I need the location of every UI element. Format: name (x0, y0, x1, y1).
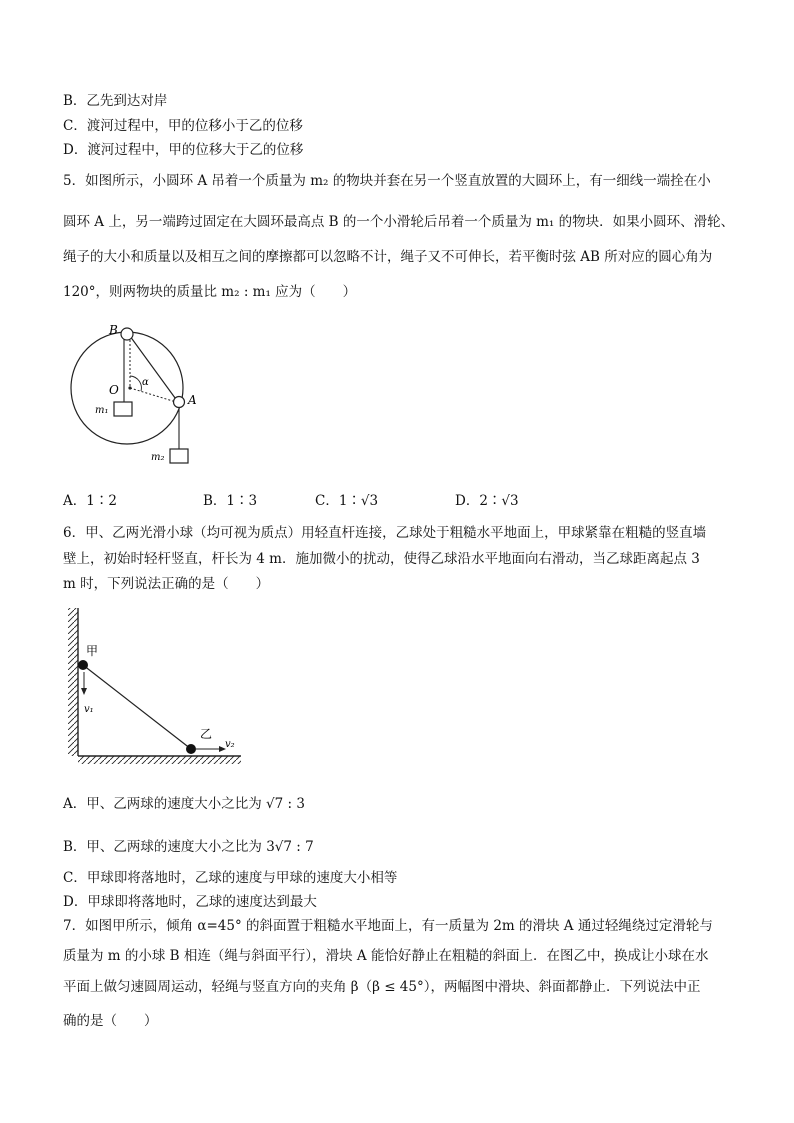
q7-stem-line3: 平面上做匀速圆周运动，轻绳与竖直方向的夹角 β（β ≤ 45°），两幅图中滑块、斜面都静止．下列说法中正 (63, 979, 701, 995)
label-m2: m₂ (151, 452, 165, 463)
label-b: B (109, 323, 118, 337)
label-yi: 乙 (200, 727, 213, 741)
q5-option-a: A．1∶2 (63, 493, 117, 509)
pulley-b (121, 328, 133, 340)
rod (83, 665, 191, 749)
ball-yi (186, 744, 196, 754)
label-alpha: α (142, 377, 149, 388)
q6-stem-line1: 6．甲、乙两光滑小球（均可视为质点）用轻直杆连接，乙球处于粗糙水平地面上，甲球紧靠在粗糙的竖直墙 (63, 525, 707, 541)
q6-option-b: B．甲、乙两球的速度大小之比为 3√7 : 7 (63, 839, 314, 855)
string-ab (127, 332, 178, 402)
q4-option-b: B．乙先到达对岸 (63, 93, 168, 109)
label-v1: v₁ (84, 704, 94, 715)
q6-figure (62, 604, 247, 766)
q4-option-c: C．渡河过程中，甲的位移小于乙的位移 (63, 118, 303, 134)
v1-arrow-head (81, 688, 87, 695)
q6-stem-line3: m 时，下列说法正确的是（ ） (63, 576, 270, 592)
label-v2: v₂ (225, 739, 235, 750)
q4-option-d: D．渡河过程中，甲的位移大于乙的位移 (63, 142, 304, 158)
center-dot (128, 386, 131, 389)
q5-stem-line2: 圆环 A 上，另一端跨过固定在大圆环最高点 B 的一个小滑轮后吊着一个质量为 m₁ 的物块．如果小圆环、滑轮、 (63, 214, 735, 230)
block-m2 (170, 449, 188, 463)
ring-a (174, 397, 185, 408)
q6-stem-line2: 壁上，初始时轻杆竖直，杆长为 4 m．施加微小的扰动，使得乙球沿水平地面向右滑动，当乙球距离起点 3 (63, 551, 700, 567)
ball-jia (78, 660, 88, 670)
q6-option-d: D．甲球即将落地时，乙球的速度达到最大 (63, 894, 317, 910)
q5-stem-line3: 绳子的大小和质量以及相互之间的摩擦都可以忽略不计，绳子又不可伸长，若平衡时弦 AB 所对应的圆心角为 (63, 249, 713, 265)
q5-figure (60, 318, 200, 468)
q7-stem-line2: 质量为 m 的小球 B 相连（绳与斜面平行），滑块 A 能恰好静止在粗糙的斜面上．在图乙中，换成让小球在水 (63, 948, 709, 964)
q6-option-a: A．甲、乙两球的速度大小之比为 √7 : 3 (63, 796, 305, 812)
wall-hatch (68, 608, 78, 756)
q5-stem-line4: 120°，则两物块的质量比 m₂ : m₁ 应为（ ） (63, 284, 357, 300)
q7-stem-line1: 7．如图甲所示，倾角 α=45° 的斜面置于粗糙水平地面上，有一质量为 2m 的滑块 A 通过轻绳绕过定滑轮与 (63, 918, 713, 934)
q5-option-c: C．1∶√3 (315, 493, 379, 509)
q5-option-d: D．2∶√3 (455, 493, 519, 509)
q7-stem-line4: 确的是（ ） (63, 1013, 158, 1029)
big-ring (71, 332, 183, 444)
label-jia: 甲 (86, 644, 99, 658)
q5-option-b: B．1∶3 (203, 493, 258, 509)
label-o: O (109, 383, 119, 397)
floor-hatch (78, 756, 241, 764)
block-m1 (114, 402, 132, 416)
label-a: A (188, 393, 197, 407)
q6-option-c: C．甲球即将落地时，乙球的速度与甲球的速度大小相等 (63, 870, 398, 886)
q5-stem-line1: 5．如图所示，小圆环 A 吊着一个质量为 m₂ 的物块并套在另一个竖直放置的大圆环上，有一细线一端拴在小 (63, 173, 711, 189)
label-m1: m₁ (95, 405, 109, 416)
